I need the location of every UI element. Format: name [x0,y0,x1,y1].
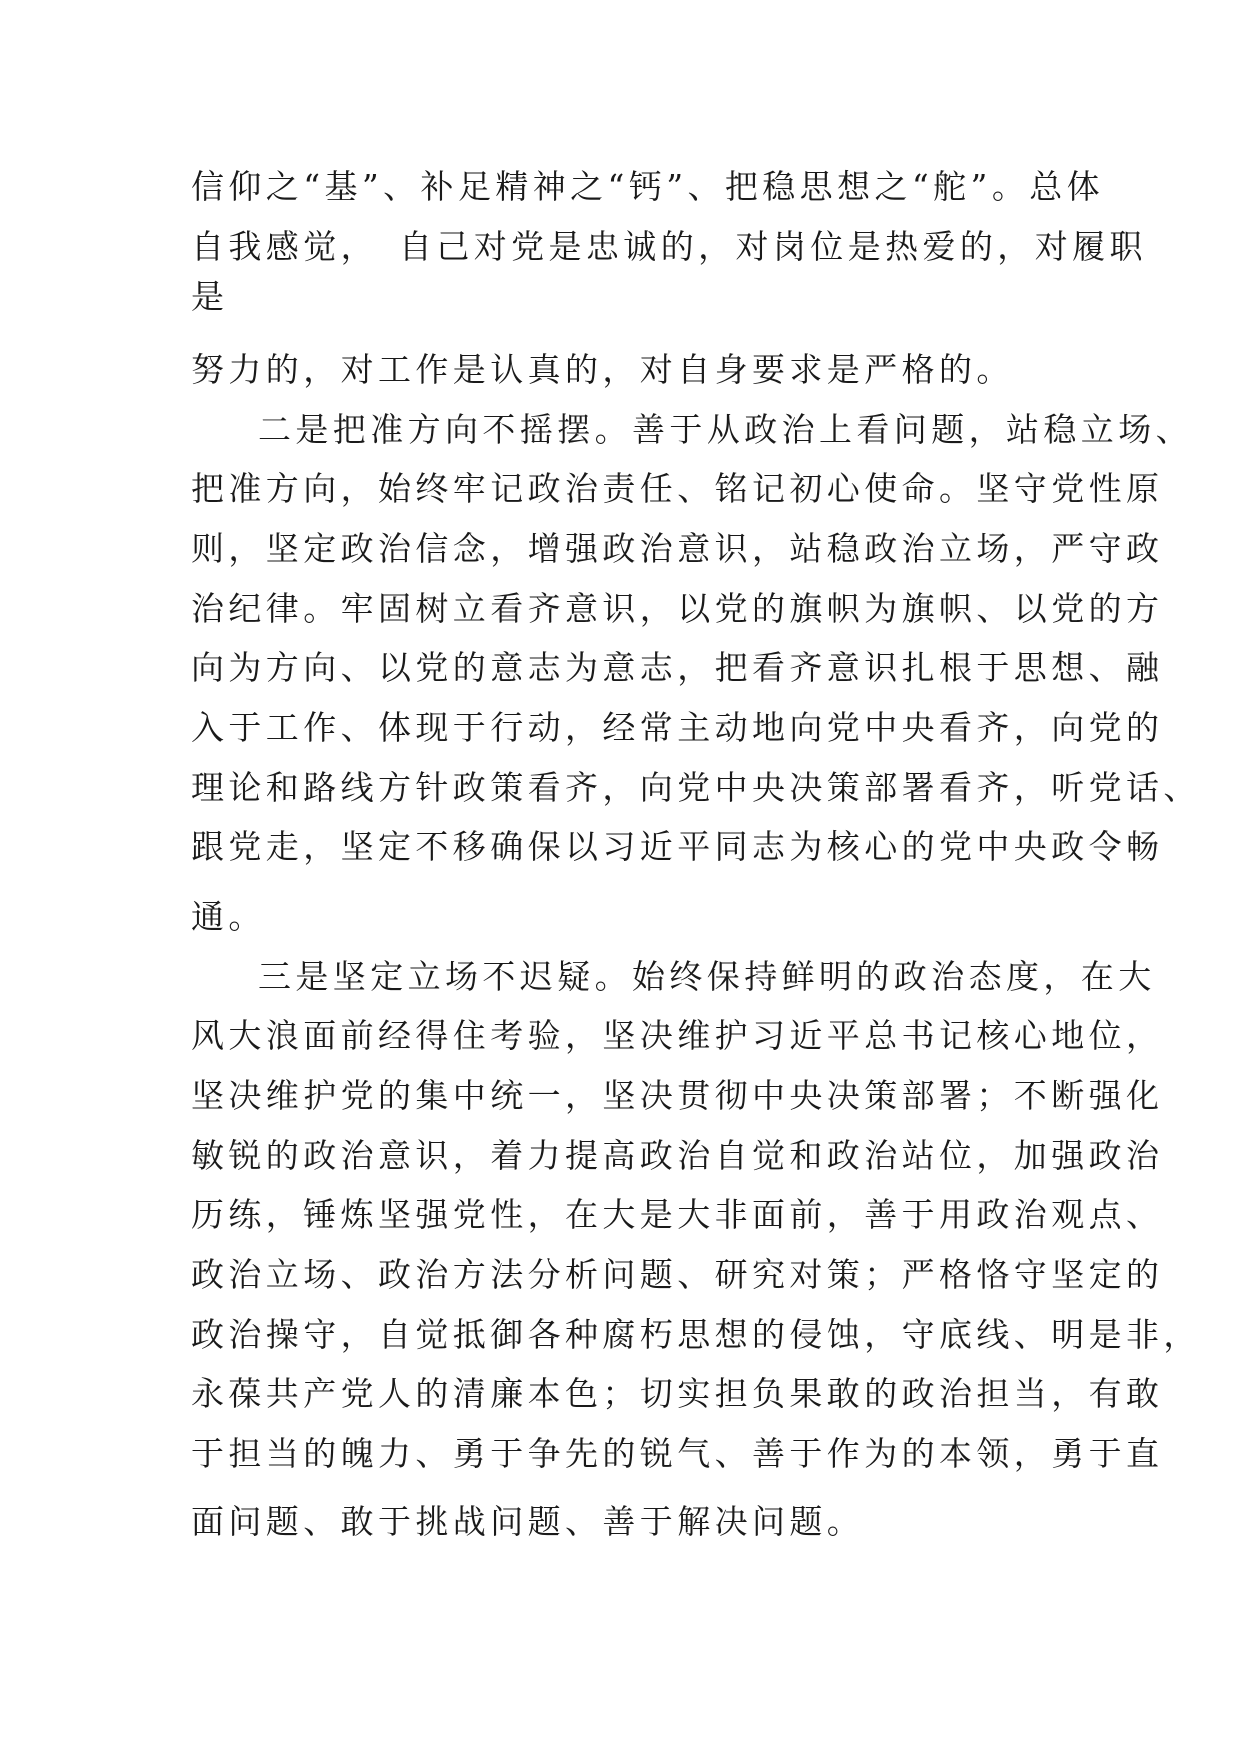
text-line: 向为方向、以党的意志为意志，把看齐意识扎根于思想、融 [191,648,1164,687]
text-line: 把准方向，始终牢记政治责任、铭记初心使命。坚守党性原 [191,469,1164,508]
paragraph-start-line: 二是把准方向不摇摆。善于从政治上看问题，站稳立场、 [258,410,1193,449]
text-line: 面问题、敢于挑战问题、善于解决问题。 [191,1502,865,1541]
text-line: 自我感觉， 自己对党是忠诚的，对岗位是热爱的，对履职 [191,227,1147,266]
text-line: 则，坚定政治信念，增强政治意识，站稳政治立场，严守政 [191,529,1164,568]
text-line: 政治立场、政治方法分析问题、研究对策；严格恪守坚定的 [191,1255,1164,1294]
text-line: 政治操守，自觉抵御各种腐朽思想的侵蚀，守底线、明是非， [191,1315,1201,1354]
text-line: 永葆共产党人的清廉本色；切实担负果敢的政治担当，有敢 [191,1374,1164,1413]
text-line: 治纪律。牢固树立看齐意识，以党的旗帜为旗帜、以党的方 [191,589,1164,628]
text-line: 历练，锤炼坚强党性，在大是大非面前，善于用政治观点、 [191,1195,1164,1234]
text-line: 坚决维护党的集中统一，坚决贯彻中央决策部署；不断强化 [191,1076,1164,1115]
paragraph-start-line: 三是坚定立场不迟疑。始终保持鲜明的政治态度，在大 [258,957,1156,996]
text-line: 于担当的魄力、勇于争先的锐气、善于作为的本领，勇于直 [191,1434,1164,1473]
text-line: 通。 [191,897,266,936]
text-line: 风大浪面前经得住考验，坚决维护习近平总书记核心地位， [191,1016,1164,1055]
text-line: 入于工作、体现于行动，经常主动地向党中央看齐，向党的 [191,708,1164,747]
text-line: 理论和路线方针政策看齐，向党中央决策部署看齐，听党话、 [191,768,1201,807]
text-line: 是 [191,277,229,316]
text-line: 信仰之“基”、补足精神之“钙”、把稳思想之“舵”。总体 [191,167,1105,206]
text-line: 敏锐的政治意识，着力提高政治自觉和政治站位，加强政治 [191,1136,1164,1175]
text-line: 努力的，对工作是认真的，对自身要求是严格的。 [191,350,1014,389]
text-line: 跟党走，坚定不移确保以习近平同志为核心的党中央政令畅 [191,827,1164,866]
